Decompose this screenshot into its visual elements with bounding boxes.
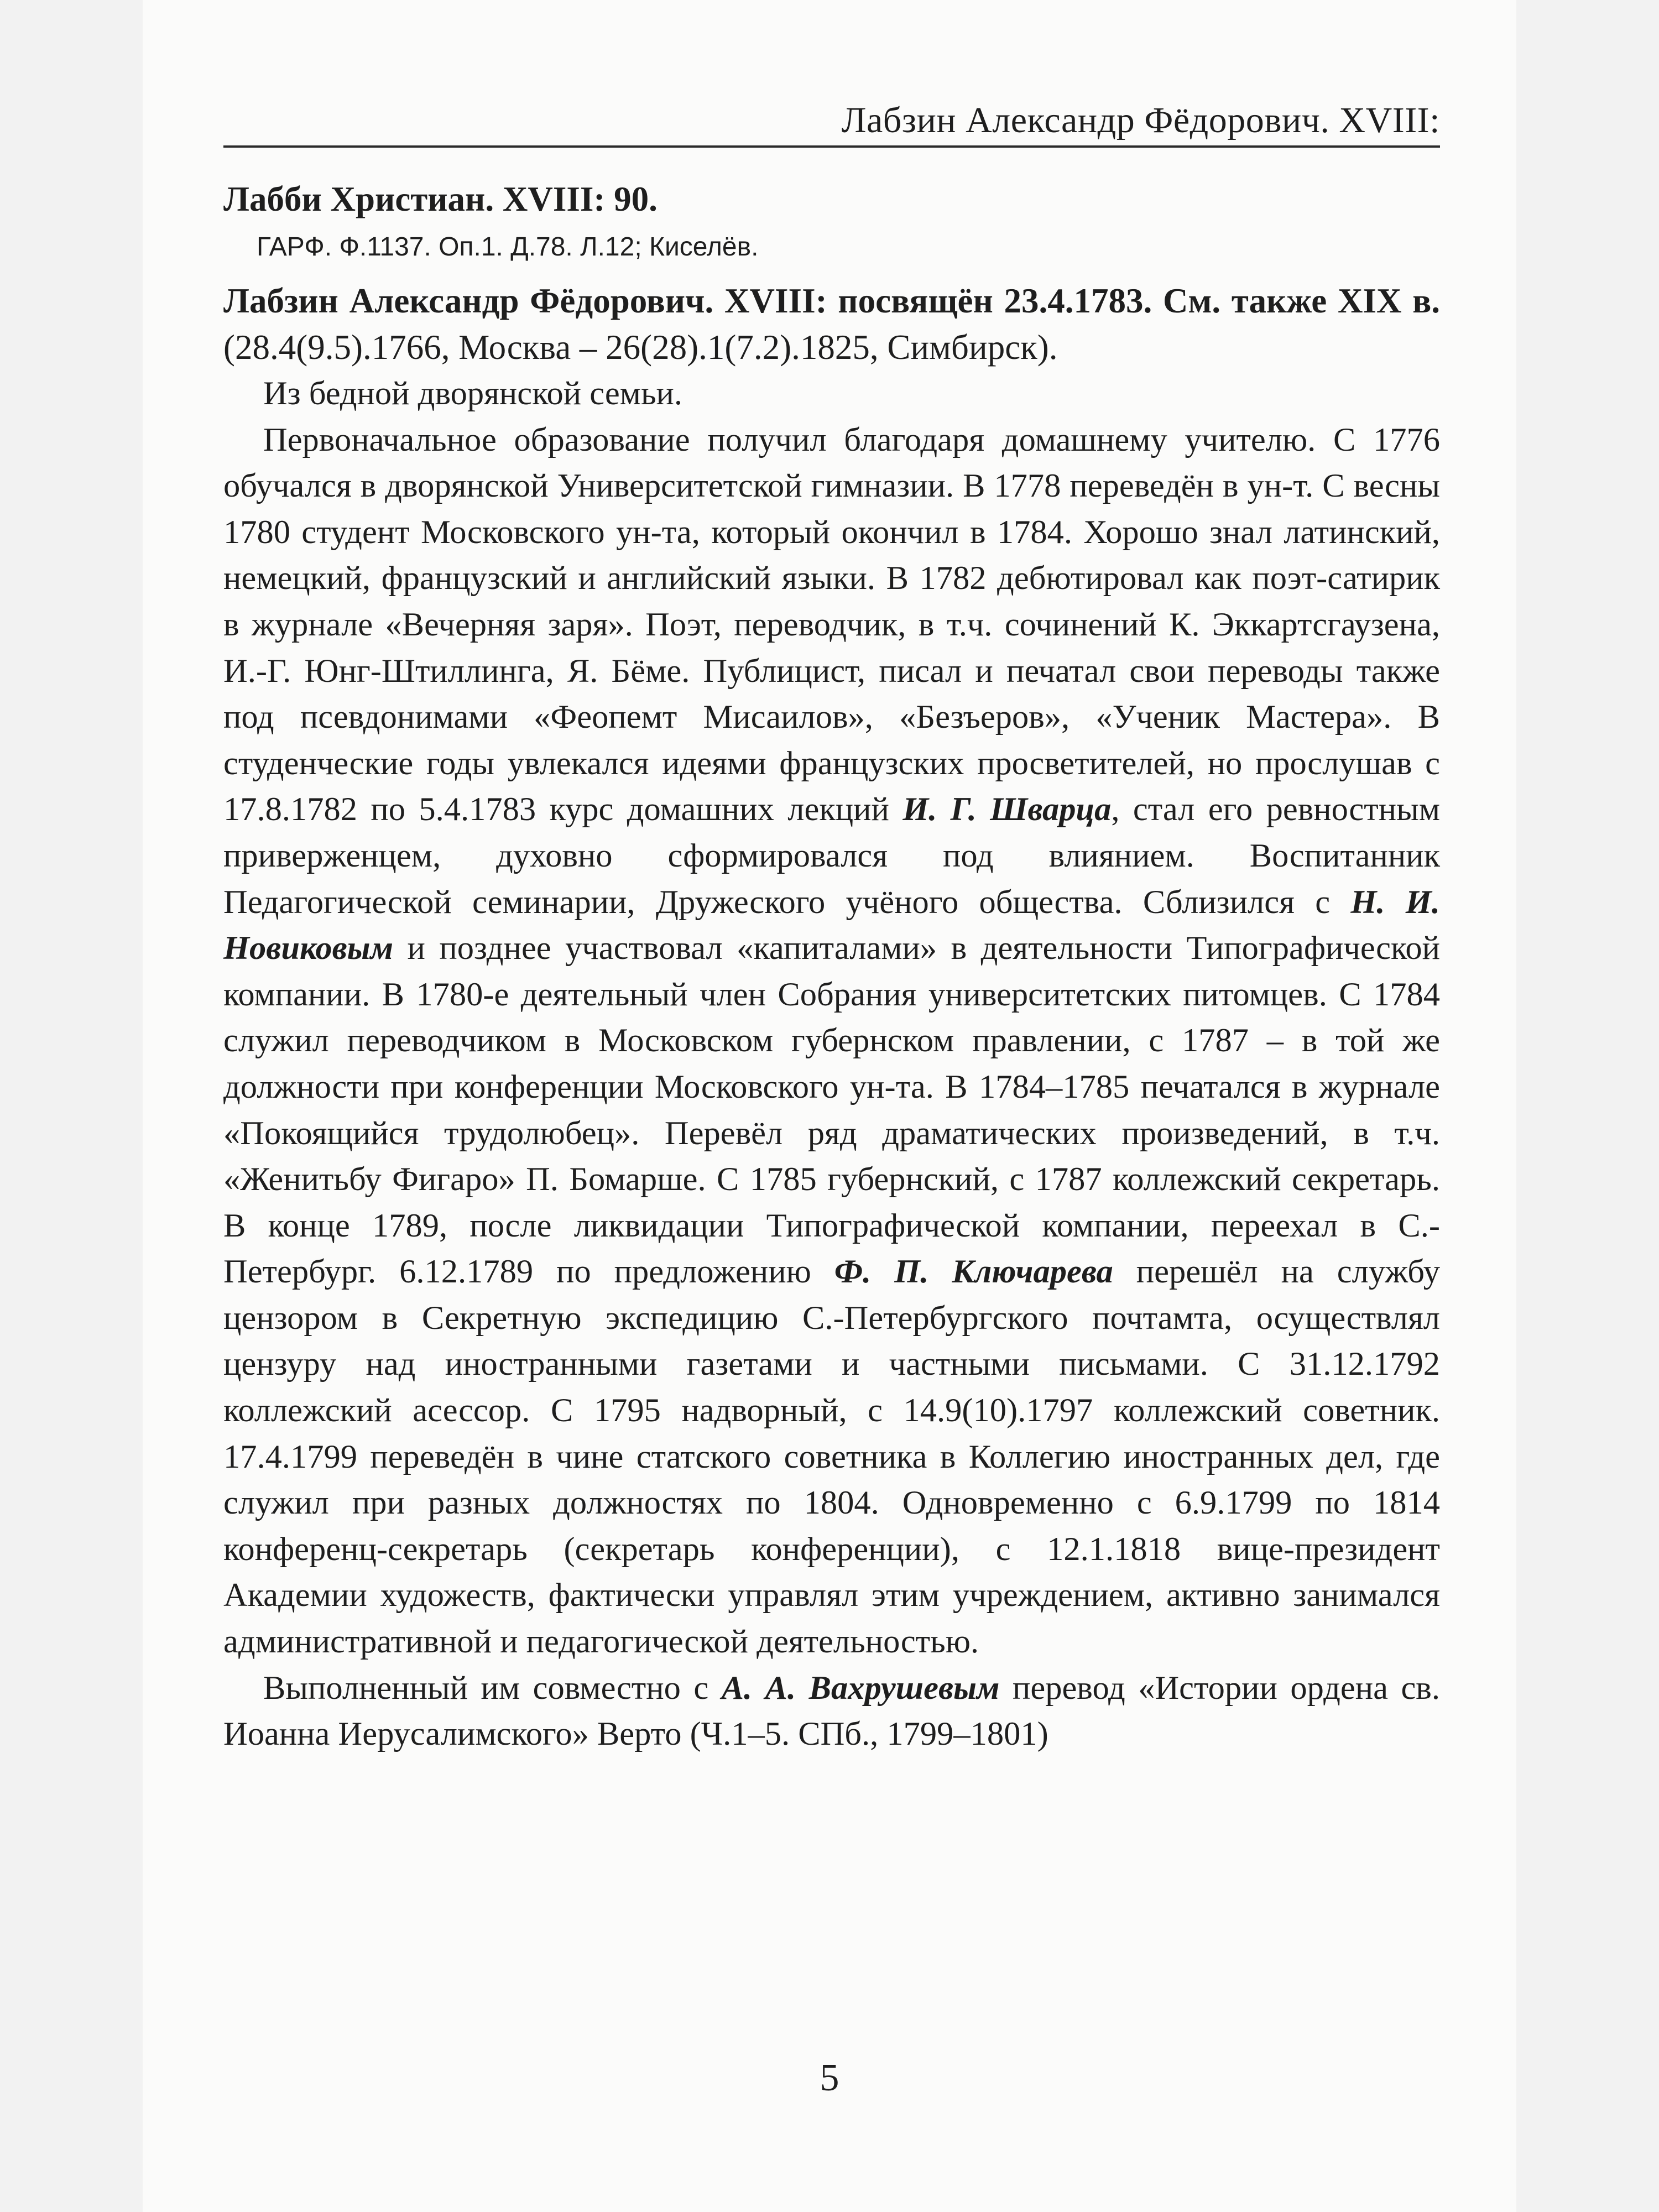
biography-text-3: и позднее участвовал «капиталами» в деятельности Типографической компании. В 1780-е деятельный член Собрания университетских питомцев. С 1784 служил переводчиком в Московском губернском правлении, с 1787 – в той же должности при конференции Московского ун-та. В 1784–1785 печатался в журнале «Покоящийся трудолюбец». Перевёл ряд драматических произведений, в т.ч. «Женитьбу Фигаро» П. Бомарше. С 1785 губернский, с 1787 коллежский секретарь. В конце 1789, после ликвидации Типографической компании, переехал в С.-Петербург. 6.12.1789 по предложению	[223, 930, 1440, 1291]
biography-text-1: Первоначальное образование получил благодаря домашнему учителю. С 1776 обучался в дворянской Университетской гимназии. В 1778 переведён в ун-т. С весны 1780 студент Московского ун-та, который окончил в 1784. Хорошо знал латинский, немецкий, французский и английский языки. В 1782 дебютировал как поэт-сатирик в журнале «Вечерняя заря». Поэт, переводчик, в т.ч. сочинений К. Эккартсгаузена, И.-Г. Юнг-Штиллинга, Я. Бёме. Публицист, писал и печатал свои переводы также под псевдонимами «Феопемт Мисаилов», «Безъеров», «Ученик Мастера». В студенческие годы увлекался идеями французских просветителей, но прослушав с 17.8.1782 по 5.4.1783 курс домашних лекций	[223, 421, 1440, 828]
biography-text-2: , стал его ревностным приверженцем, духовно сформировался под влиянием. Воспитанник Педагогической семинарии, Дружеского учёного общества. Сблизился с	[223, 791, 1441, 921]
page-content	[223, 176, 1440, 1757]
person-reference-klyucharev: Ф. П. Ключарева	[834, 1253, 1113, 1291]
person-reference-shvarts: И. Г. Шварца	[902, 791, 1112, 828]
entry-heading-title: Лабзин Александр Фёдорович. XVIII: посвящён 23.4.1783. См. также XIX в.	[223, 281, 1440, 320]
entry-heading-dates: (28.4(9.5).1766, Москва – 26(28).1(7.2).1825, Симбирск).	[223, 328, 1058, 367]
page-number: 5	[820, 2057, 839, 2099]
translation-text-2: перевод «Истории ордена св. Иоанна Иерусалимского» Верто (Ч.1–5. СПб., 1799–1801)	[223, 1669, 1440, 1753]
entry-heading-labzin	[223, 278, 1440, 371]
translation-text-1: Выполненный им совместно с	[263, 1669, 722, 1707]
entry-source-note: ГАРФ. Ф.1137. Оп.1. Д.78. Л.12; Киселёв.	[257, 232, 759, 262]
entry-heading-labbi: Лабби Христиан. XVIII: 90.	[223, 180, 658, 218]
running-head: Лабзин Александр Фёдорович. XVIII:	[841, 100, 1440, 140]
header-rule	[223, 145, 1440, 148]
biography-text-4: перешёл на службу цензором в Секретную экспедицию С.-Петербургского почтамта, осуществлял цензуру над иностранными газетами и частными письмами. С 31.12.1792 коллежский асессор. С 1795 надворный, с 14.9(10).1797 коллежский советник. 17.4.1799 переведён в чине статского советника в Коллегию иностранных дел, где служил при разных должностях по 1804. Одновременно с 6.9.1799 по 1814 конференц-секретарь (секретарь конференции), с 12.1.1818 вице-президент Академии художеств, фактически управлял этим учреждением, активно занимался административной и педагогической деятельностью.	[223, 1253, 1440, 1661]
person-reference-vakhrushev: А. А. Вахрушевым	[721, 1669, 1000, 1707]
paragraph-origin: Из бедной дворянской семьи.	[263, 375, 683, 412]
paragraph-biography	[223, 417, 1440, 1665]
person-reference-novikov: Н. И. Новиковым	[223, 883, 1440, 967]
paragraph-translation	[223, 1665, 1440, 1757]
